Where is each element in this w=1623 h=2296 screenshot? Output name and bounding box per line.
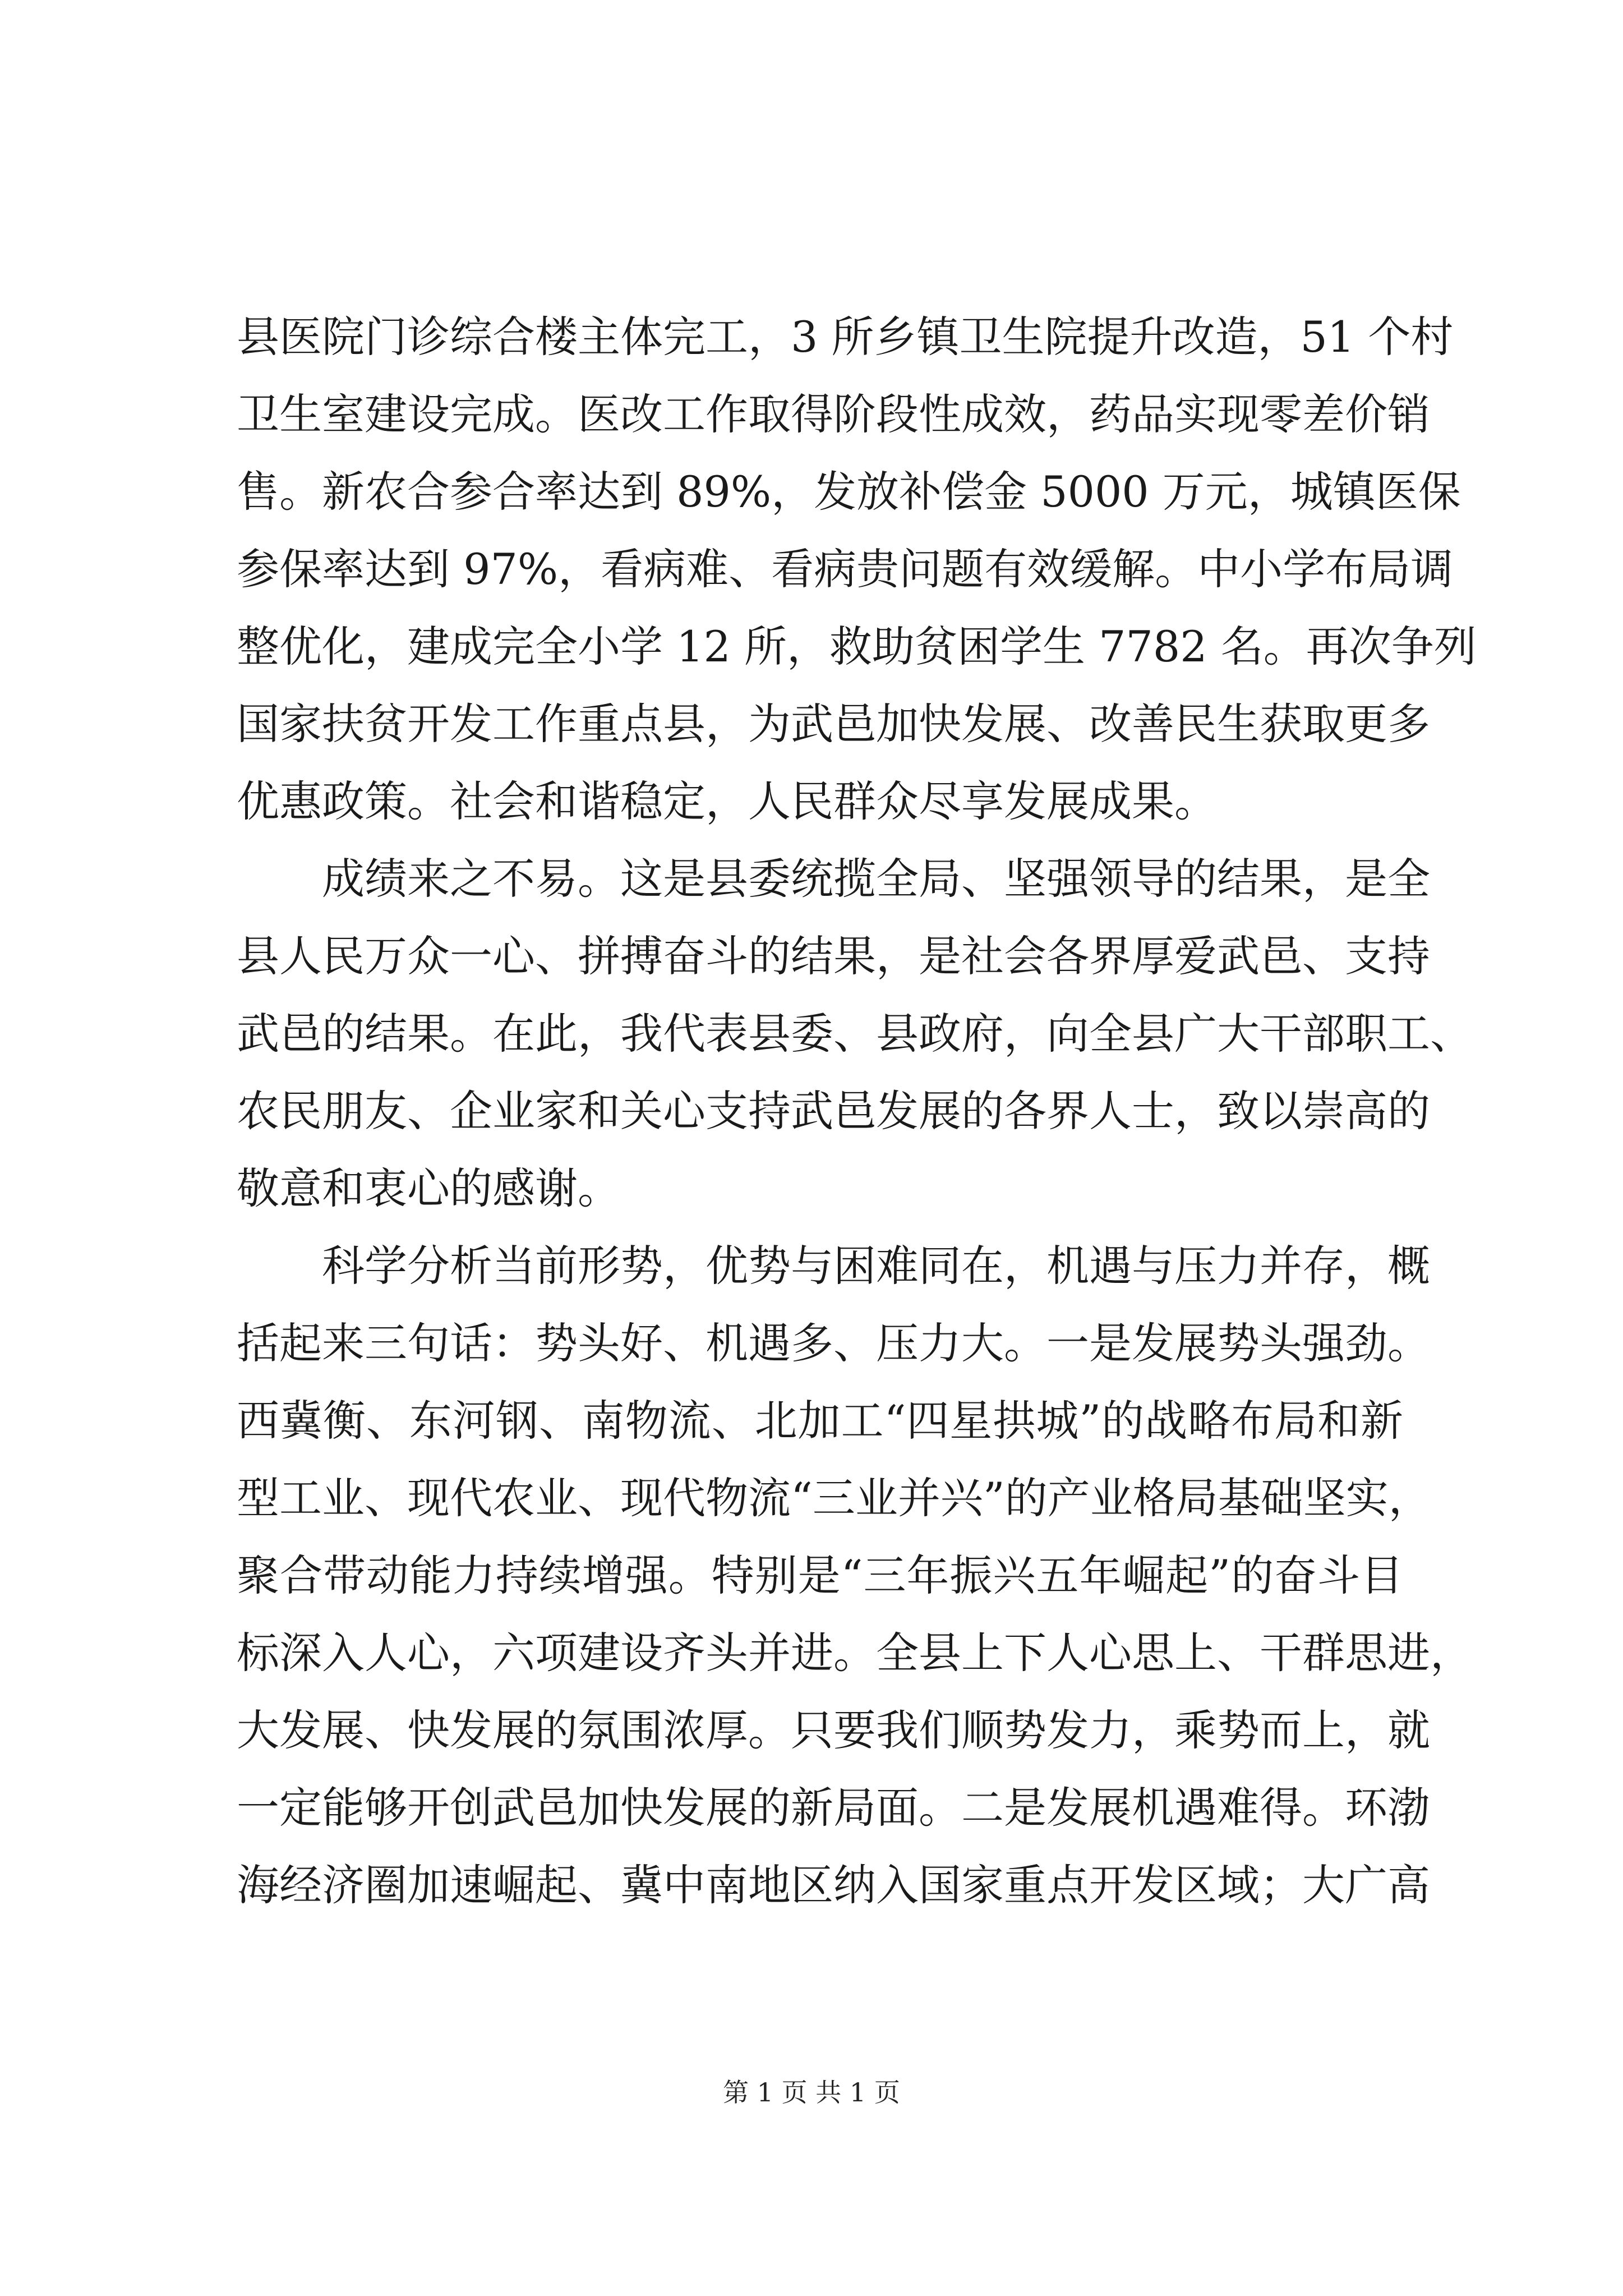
text-line: 参保率达到 97%，看病难、看病贵问题有效缓解。中小学布局调 (237, 544, 1454, 594)
text-line: 括起来三句话：势头好、机遇多、压力大。一是发展势头强劲。 (237, 1318, 1430, 1368)
document-body (237, 298, 1477, 1924)
text-line: 科学分析当前形势，优势与困难同在，机遇与压力并存，概 (322, 1241, 1430, 1291)
text-line: 标深入人心，六项建设齐头并进。全县上下人心思上、干群思进， (237, 1628, 1473, 1678)
paragraph-1 (237, 298, 1477, 840)
text-line: 国家扶贫开发工作重点县，为武邑加快发展、改善民生获取更多 (237, 699, 1430, 749)
text-line: 县医院门诊综合楼主体完工，3 所乡镇卫生院提升改造，51 个村 (237, 312, 1454, 362)
text-line: 一定能够开创武邑加快发展的新局面。二是发展机遇难得。环渤 (237, 1783, 1430, 1833)
text-line: 县人民万众一心、拼搏奋斗的结果，是社会各界厚爱武邑、支持 (237, 931, 1430, 981)
text-line: 售。新农合参合率达到 89%，发放补偿金 5000 万元，城镇医保 (237, 467, 1461, 517)
text-line: 卫生室建设完成。医改工作取得阶段性成效，药品实现零差价销 (237, 389, 1430, 439)
text-line: 武邑的结果。在此，我代表县委、县政府，向全县广大干部职工、 (237, 1009, 1473, 1059)
text-line: 成绩来之不易。这是县委统揽全局、坚强领导的结果，是全 (322, 854, 1430, 904)
text-line: 西冀衡、东河钢、南物流、北加工“四星拱城”的战略布局和新 (237, 1396, 1403, 1446)
paragraph-3 (237, 1227, 1473, 1924)
text-line: 整优化，建成完全小学 12 所，救助贫困学生 7782 名。再次争列 (237, 622, 1477, 671)
text-line: 敬意和衷心的感谢。 (237, 1163, 620, 1213)
paragraph-2 (237, 840, 1473, 1227)
text-line: 型工业、现代农业、现代物流“三业并兴”的产业格局基础坚实， (237, 1473, 1431, 1523)
text-line: 聚合带动能力持续增强。特别是“三年振兴五年崛起”的奋斗目 (237, 1550, 1403, 1600)
text-line: 大发展、快发展的氛围浓厚。只要我们顺势发力，乘势而上，就 (237, 1705, 1430, 1755)
page-number-footer: 第 1 页 共 1 页 (723, 2077, 900, 2108)
text-line: 农民朋友、企业家和关心支持武邑发展的各界人士，致以崇高的 (237, 1086, 1430, 1136)
text-line: 优惠政策。社会和谐稳定，人民群众尽享发展成果。 (237, 776, 1217, 826)
text-line: 海经济圈加速崛起、冀中南地区纳入国家重点开发区域；大广高 (237, 1860, 1430, 1910)
